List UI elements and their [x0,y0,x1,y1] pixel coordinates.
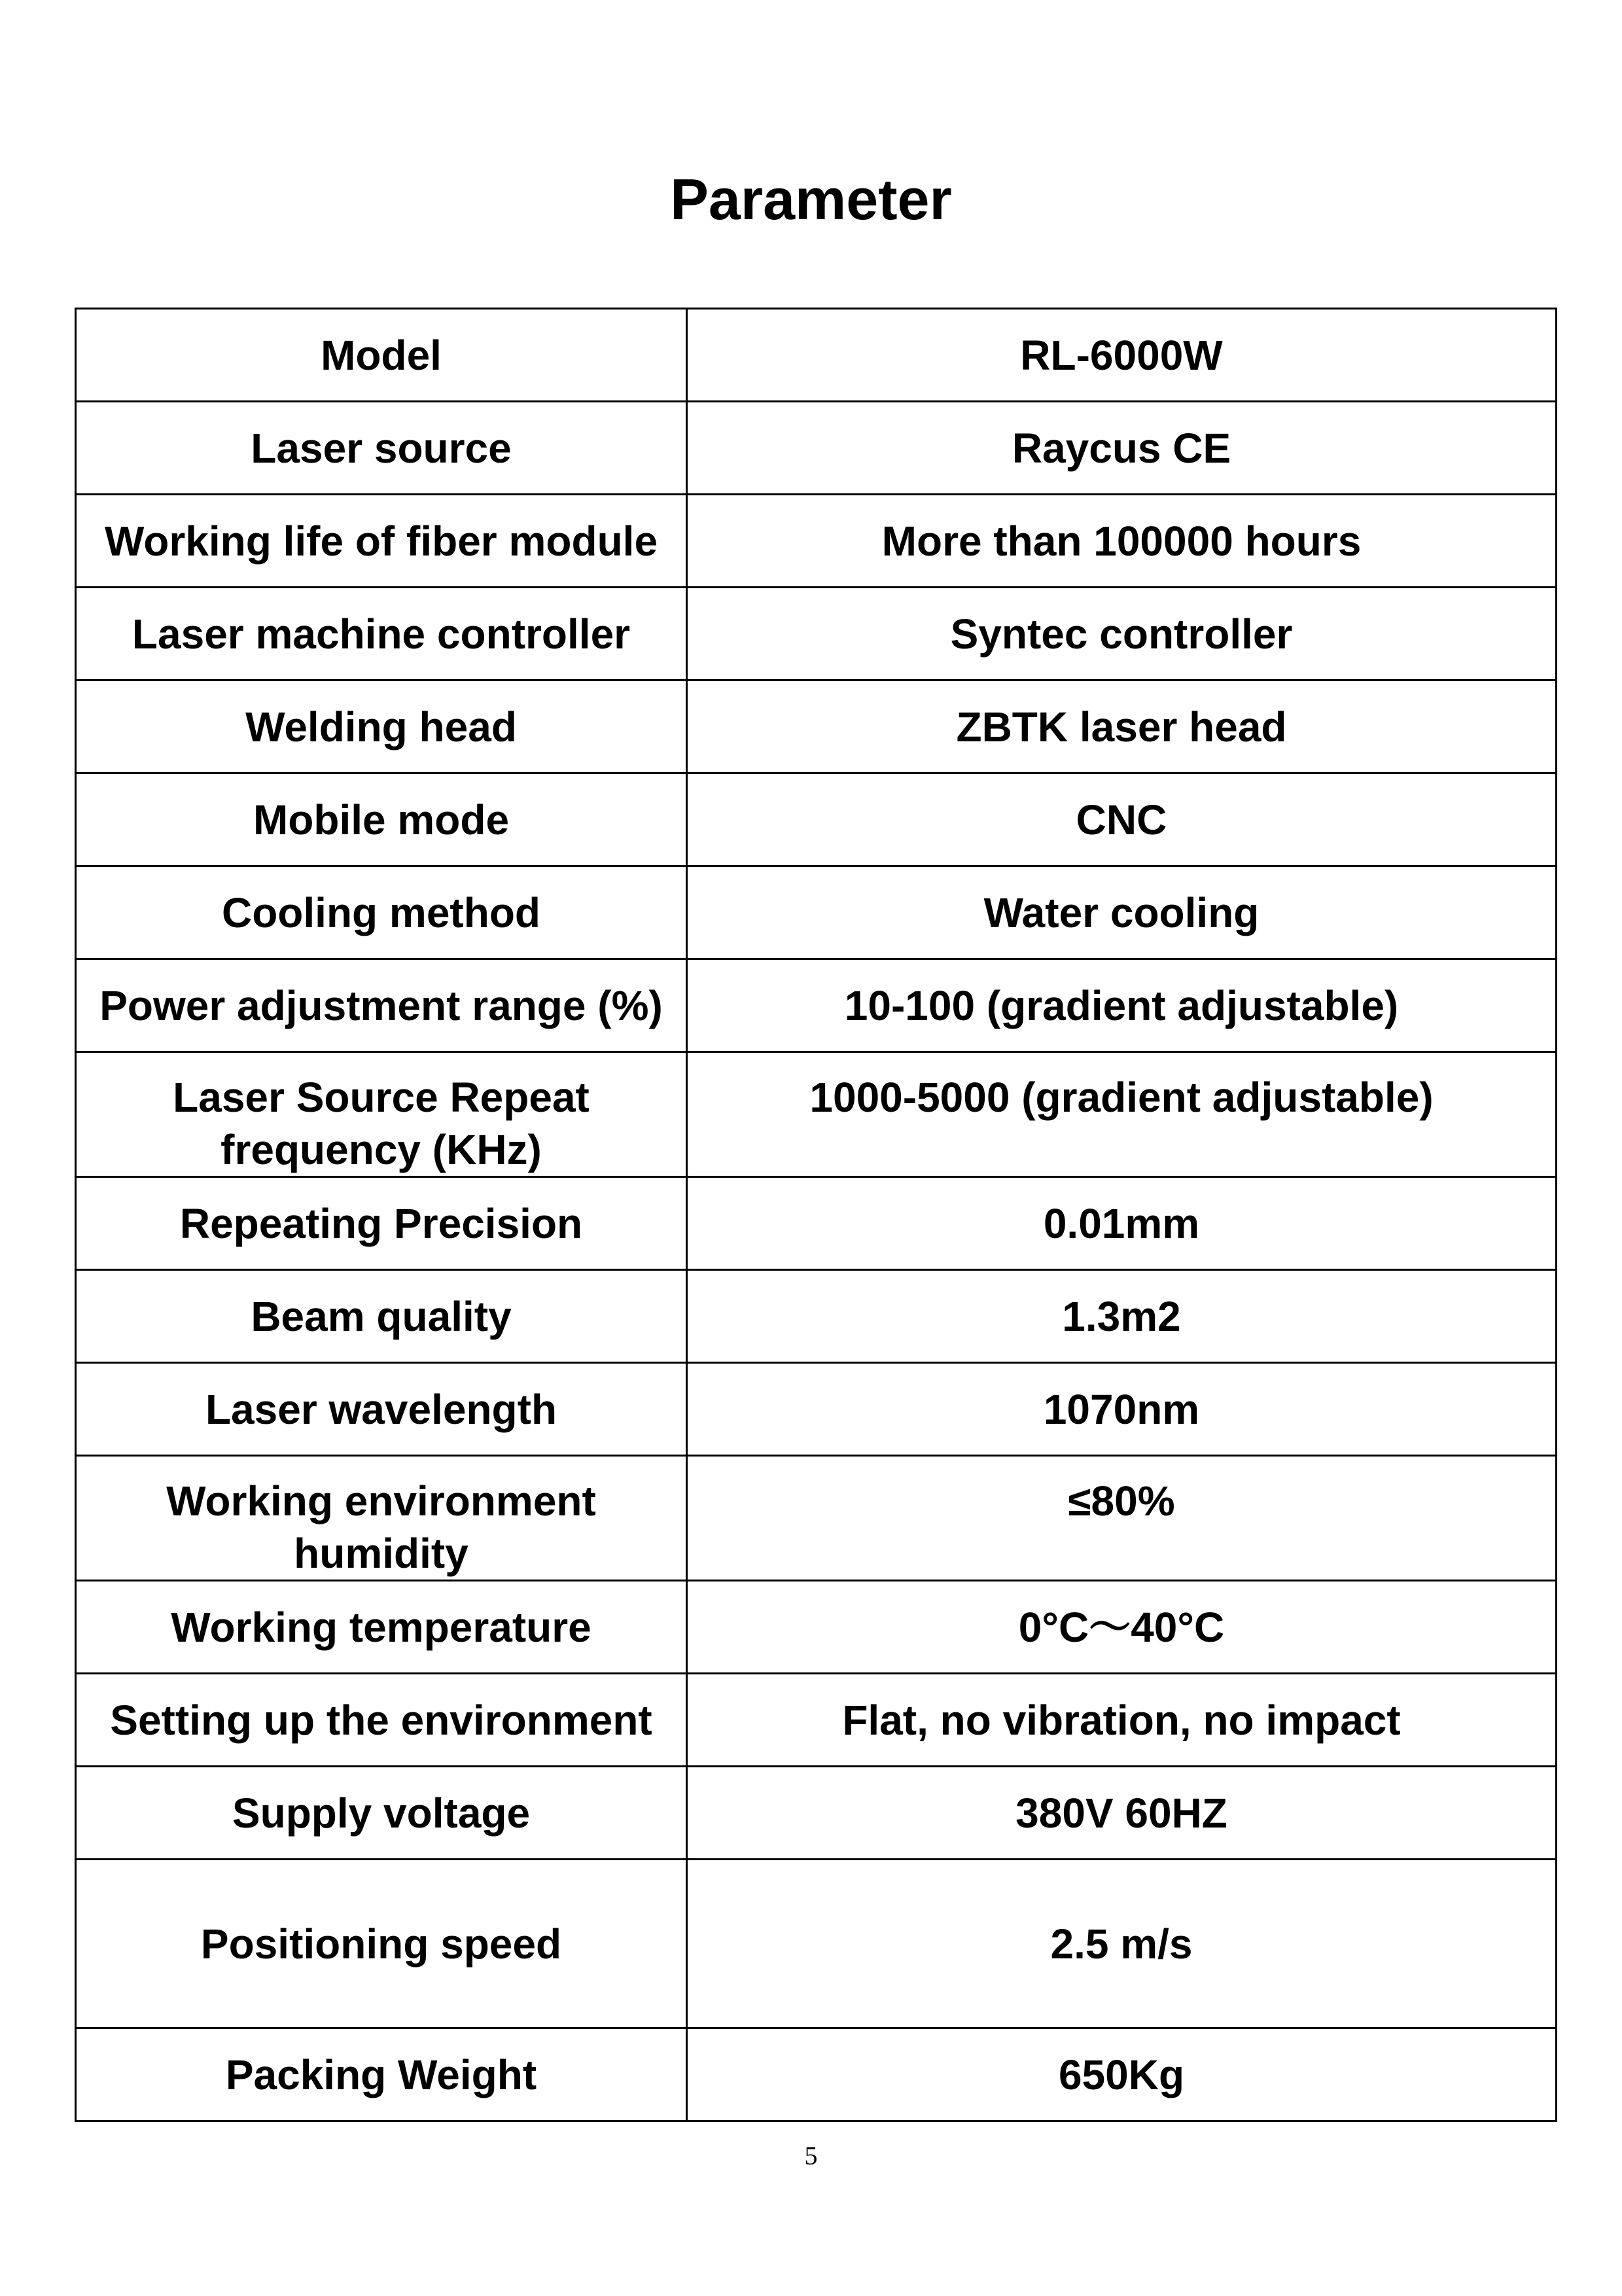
param-value-cell: ZBTK laser head [687,680,1557,773]
param-name-cell: Mobile mode [76,773,687,866]
param-name-cell: Repeating Precision [76,1177,687,1270]
param-value-cell: Flat, no vibration, no impact [687,1674,1557,1767]
param-value-cell: 1.3m2 [687,1270,1557,1363]
param-name-cell: Beam quality [76,1270,687,1363]
param-value-cell: 380V 60HZ [687,1767,1557,1860]
param-value-cell: 0°C～40°C [687,1581,1557,1674]
table-row [76,959,1557,1052]
param-name-cell: Laser source [76,402,687,495]
param-name-cell: Power adjustment range (%) [76,959,687,1052]
param-name-cell: Model [76,309,687,402]
param-value-cell: Syntec controller [687,588,1557,680]
table-row [76,680,1557,773]
param-name-cell: Laser machine controller [76,588,687,680]
table-row [76,495,1557,588]
table-row [76,2028,1557,2121]
table-row [76,1860,1557,2028]
table-row [76,866,1557,959]
table-row [76,773,1557,866]
param-value-cell: ≤80% [687,1456,1557,1581]
page-number: 5 [804,2141,818,2170]
param-value-cell: 1000-5000 (gradient adjustable) [687,1052,1557,1177]
table-row [76,402,1557,495]
param-name-cell: Welding head [76,680,687,773]
table-row [76,1052,1557,1177]
table-row [76,1177,1557,1270]
table-row [76,1363,1557,1456]
table-row [76,1456,1557,1581]
table-row [76,309,1557,402]
param-value-cell: Water cooling [687,866,1557,959]
param-value-cell: CNC [687,773,1557,866]
param-value-cell: 10-100 (gradient adjustable) [687,959,1557,1052]
param-name-cell: Working life of fiber module [76,495,687,588]
param-name-cell: Cooling method [76,866,687,959]
table-row [76,1270,1557,1363]
parameter-table [75,308,1557,2122]
param-name-cell: Packing Weight [76,2028,687,2121]
param-value-cell: More than 100000 hours [687,495,1557,588]
param-name-cell: Working temperature [76,1581,687,1674]
param-value-cell: RL-6000W [687,309,1557,402]
table-row [76,1581,1557,1674]
param-name-cell: Positioning speed [76,1860,687,2028]
param-value-cell: 1070nm [687,1363,1557,1456]
param-value-cell: Raycus CE [687,402,1557,495]
param-value-cell: 0.01mm [687,1177,1557,1270]
table-row [76,1767,1557,1860]
param-name-cell: Laser wavelength [76,1363,687,1456]
table-row [76,1674,1557,1767]
param-name-cell: Setting up the environment [76,1674,687,1767]
table-row [76,588,1557,680]
param-name-cell: Working environment humidity [76,1456,687,1581]
param-name-cell: Laser Source Repeat frequency (KHz) [76,1052,687,1177]
page-title: Parameter [670,167,952,232]
param-name-cell: Supply voltage [76,1767,687,1860]
param-value-cell: 650Kg [687,2028,1557,2121]
param-value-cell: 2.5 m/s [687,1860,1557,2028]
